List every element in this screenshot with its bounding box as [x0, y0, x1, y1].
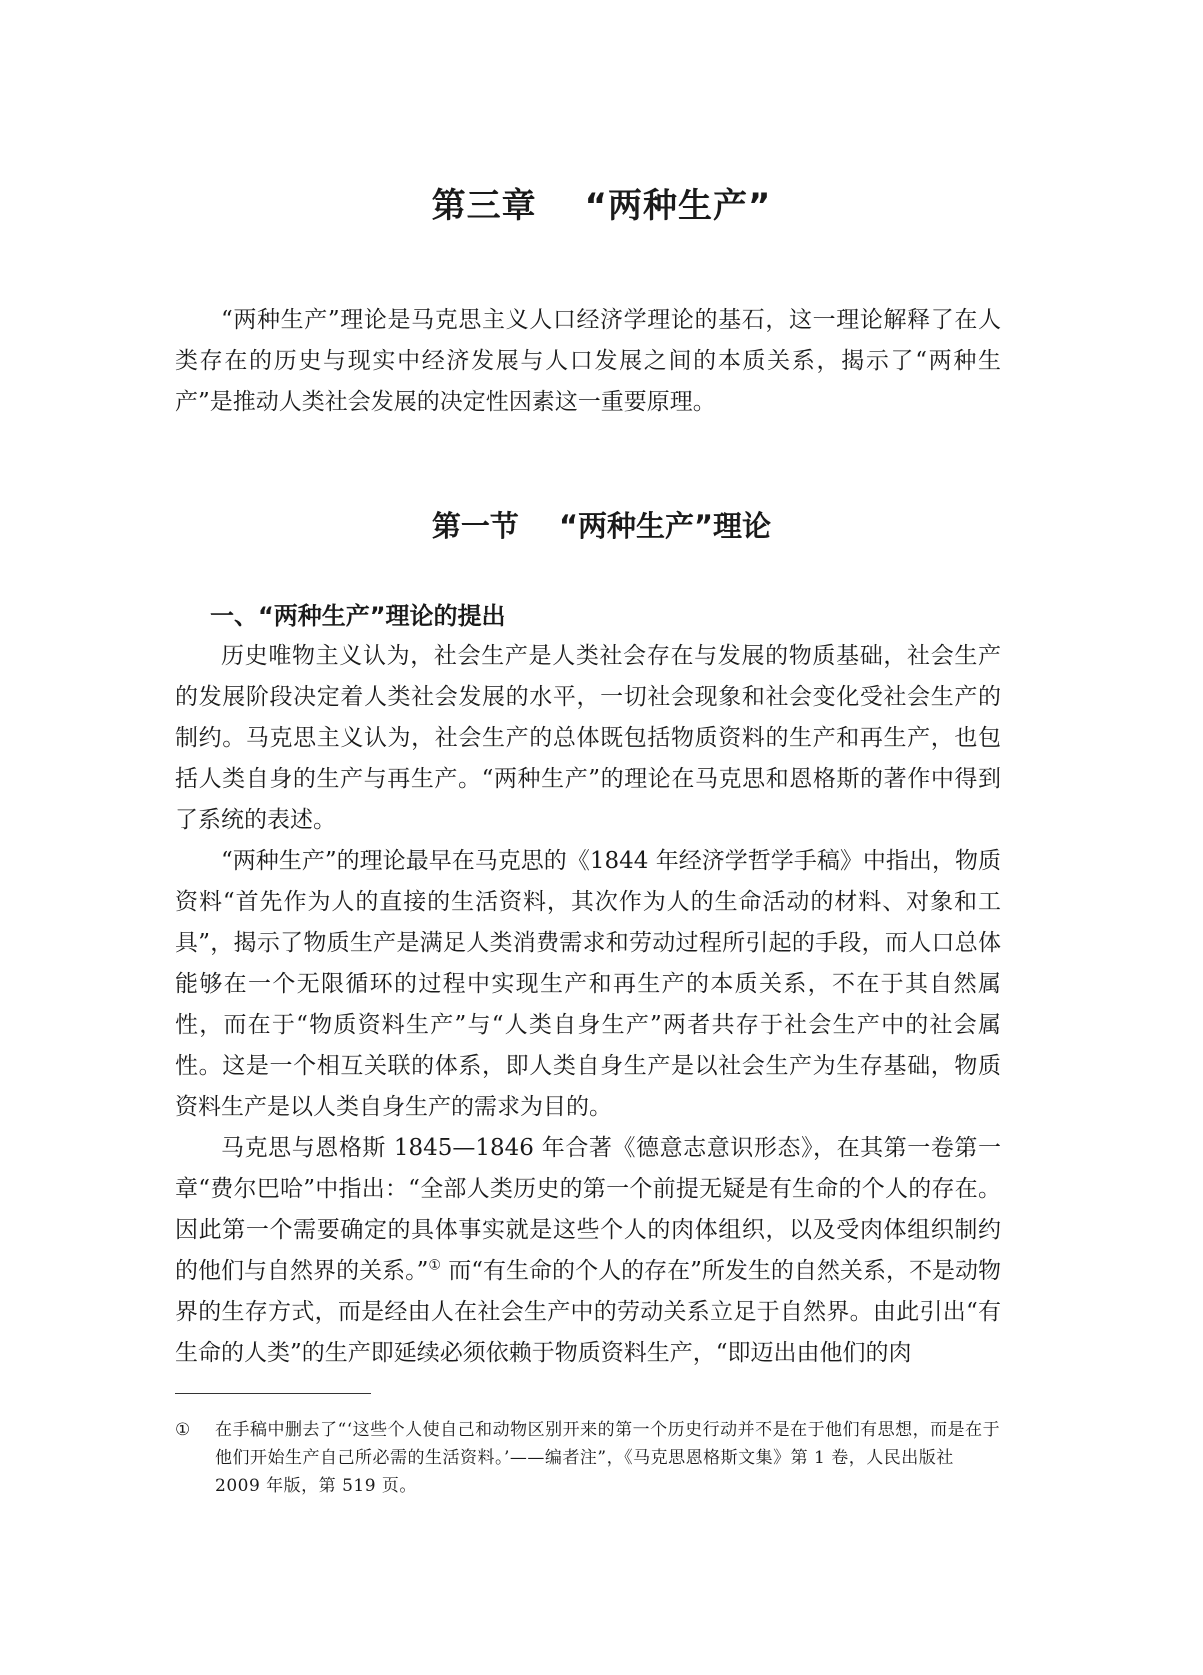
body-text [175, 636, 1001, 1374]
footnote [175, 1416, 1001, 1500]
paragraph: 历史唯物主义认为，社会生产是人类社会存在与发展的物质基础，社会生产的发展阶段决定着人类社会发展的水平，一切社会现象和社会变化受社会生产的制约。马克思主义认为，社会生产的总体既包括物质资料的生产和再生产，也包括人类自身的生产与再生产。“两种生产”的理论在马克思和恩格斯的著作中得到了系统的表述。 [175, 643, 1001, 833]
paragraph-text: 马克思与恩格斯 1845—1846 年合著《德意志意识形态》，在其第一卷第一章“费尔巴哈”中指出：“全部人类历史的第一个前提无疑是有生命的个人的存在。因此第一个需要确定的具体事实就是这些个人的肉体组织，以及受肉体组织制约的他们与自然界的关系。” [175, 1135, 1001, 1284]
paragraph: “两种生产”的理论最早在马克思的《1844 年经济学哲学手稿》中指出，物质资料“首先作为人的直接的生活资料，其次作为人的生命活动的材料、对象和工具”，揭示了物质生产是满足人类消费需求和劳动过程所引起的手段，而人口总体能够在一个无限循环的过程中实现生产和再生产的本质关系，不在于其自然属性，而在于“物质资料生产”与“人类自身生产”两者共存于社会生产中的社会属性。这是一个相互关联的体系，即人类自身生产是以社会生产为生存基础，物质资料生产是以人类自身生产的需求为目的。 [175, 848, 1001, 1120]
footnote-text: 在手稿中删去了“‘这些个人使自己和动物区别开来的第一个历史行动并不是在于他们有思想，而是在于他们开始生产自己所必需的生活资料。’——编者注”，《马克思恩格斯文集》第 1 卷，人民出版社 2009 年版，第 519 页。 [215, 1420, 1001, 1496]
footnote-divider [175, 1393, 371, 1394]
chapter-intro: “两种生产”理论是马克思主义人口经济学理论的基石，这一理论解释了在人类存在的历史与现实中经济发展与人口发展之间的本质关系，揭示了“两种生产”是推动人类社会发展的决定性因素这一重要原理。 [175, 307, 1001, 415]
section-label: 第一节 [431, 509, 519, 543]
chapter-name: “两种生产” [584, 186, 772, 226]
section-title [0, 504, 1203, 545]
chapter-title [0, 178, 1203, 227]
paragraph [175, 1128, 1001, 1374]
subsection-heading: 一、“两种生产”理论的提出 [210, 602, 506, 630]
footnote-mark: ① [175, 1420, 191, 1440]
chapter-label: 第三章 [431, 186, 537, 226]
paragraph-text: 而“有生命的个人的存在”所发生的自然关系，不是动物界的生存方式，而是经由人在社会生产中的劳动关系立足于自然界。由此引出“有生命的人类”的生产即延续必须依赖于物质资料生产，“即迈出由他们的肉 [175, 1258, 1001, 1366]
section-name: “两种生产”理论 [558, 509, 772, 543]
footnote-reference[interactable]: ① [428, 1257, 441, 1274]
